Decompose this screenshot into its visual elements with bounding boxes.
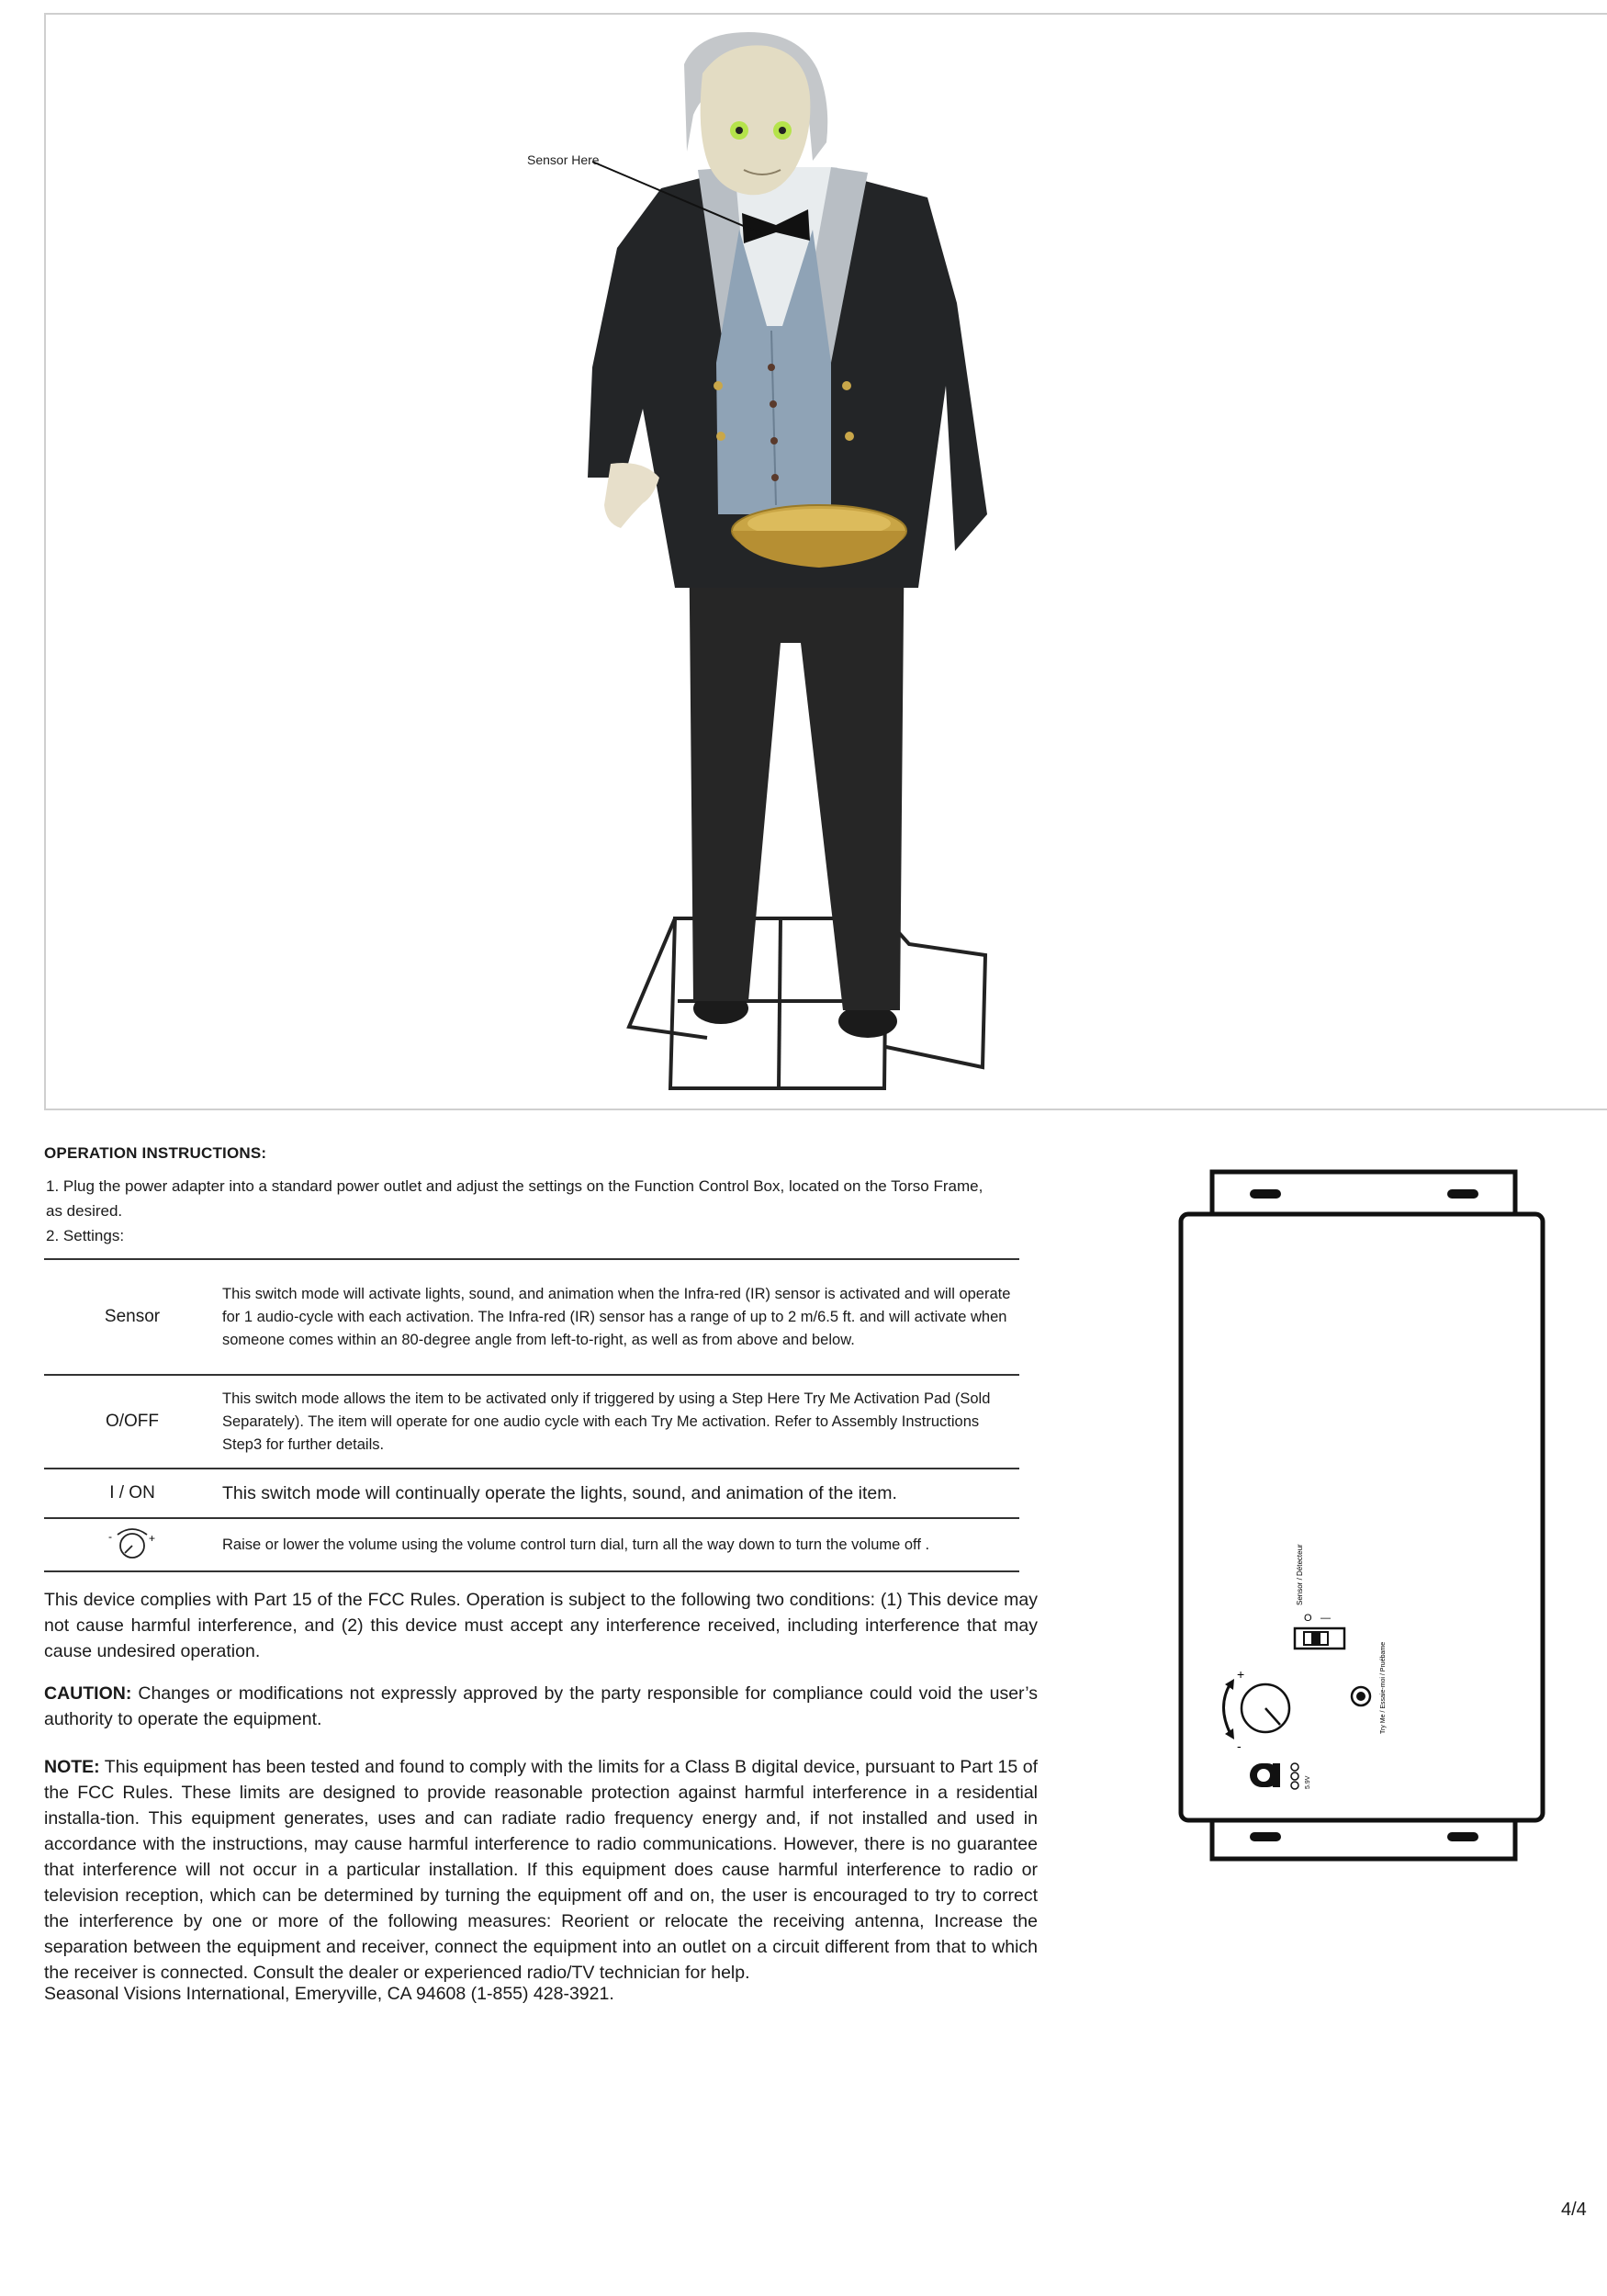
volume-dial-icon xyxy=(105,1522,160,1562)
butler-animatronic-figure xyxy=(0,0,1607,1116)
bottom-right-slot xyxy=(1447,1832,1478,1841)
step-1: 1. Plug the power adapter into a standard power outlet and adjust the settings on the Function Control Box, located on the Torso Frame, as desired. xyxy=(46,1177,983,1220)
step-2: 2. Settings: xyxy=(46,1227,125,1244)
function-control-box-diagram xyxy=(1166,1165,1552,1881)
sensor-here-label: Sensor Here xyxy=(527,152,600,167)
power-label: 5.9V xyxy=(1305,1775,1311,1789)
note-text: This equipment has been tested and found to comply with the limits for a Class B digital device, pursuant to Part 15 of the FCC Rules. These limits are designed to provide reasonable protection against harmful interference in a residential installa-tion. This equipment generates, uses and can radiate radio frequency energy and, if not installed and used in accordance with the instructions, may cause harmful interference to radio communications. However, there is no guarantee that interference will not occur in a particular installation. If this equipment does cause harmful interference to radio or television reception, which can be determined by turning the equipment off and on, the user is encouraged to try to correct the interference by one or more of the following measures: Reorient or relocate the receiving antenna, Increase the separation between the equipment and receiver, connect the equipment into an outlet on a circuit different from that to which the receiver is connected. Consult the dealer or experienced radio/TV technician for help. xyxy=(44,1757,1038,1983)
settings-row-volume xyxy=(44,1518,1019,1571)
control-box-body xyxy=(1181,1214,1543,1820)
volume-plus-label: + xyxy=(149,1532,156,1545)
bottom-left-slot xyxy=(1250,1832,1281,1841)
caution-text: Changes or modifications not expressly approved by the party responsible for compliance could void the user’s authority to operate the equipment. xyxy=(44,1683,1038,1729)
settings-table xyxy=(44,1258,1019,1572)
volume-minus-label: - xyxy=(108,1530,112,1543)
switch-on-mark: — xyxy=(1320,1613,1331,1624)
try-me-label: Try Me / Essaie-moi / Pruébame xyxy=(1380,1641,1387,1734)
operation-steps xyxy=(46,1174,1001,1248)
settings-row-off xyxy=(44,1375,1019,1469)
on-mode-description: This switch mode will continually operate the lights, sound, and animation of the item. xyxy=(220,1469,1019,1518)
fcc-statement xyxy=(44,1587,1038,1664)
mode-switch-slider[interactable] xyxy=(1311,1632,1320,1645)
fcc-text: This device complies with Part 15 of the FCC Rules. Operation is subject to the following two conditions: (1) This device may not cause harmful interference, and (2) this device must accept any interference received, including interference that may cause undesired operation. xyxy=(44,1590,1038,1661)
top-right-slot xyxy=(1447,1189,1478,1199)
switch-label: Sensor / Détecteur xyxy=(1296,1544,1304,1605)
settings-row-on xyxy=(44,1469,1019,1518)
volume-description: Raise or lower the volume using the volume control turn dial, turn all the way down to turn the volume off . xyxy=(220,1518,1019,1571)
left-hand xyxy=(604,463,659,528)
note-label: NOTE: xyxy=(44,1757,100,1777)
operation-instructions-title: OPERATION INSTRUCTIONS: xyxy=(44,1144,267,1162)
off-mode-label: O/OFF xyxy=(44,1375,220,1469)
stand-base xyxy=(629,918,985,1088)
caution-statement xyxy=(44,1681,1038,1732)
on-mode-label: I / ON xyxy=(44,1469,220,1518)
page-number: 4/4 xyxy=(1561,2200,1587,2220)
off-mode-description: This switch mode allows the item to be activated only if triggered by using a Step Here Try Me Activation Pad (Sold Separately). The item will operate for one audio cycle with each Try Me activation. Refer to Assembly Instructions Step3 for further details. xyxy=(220,1375,1019,1469)
sensor-mode-label: Sensor xyxy=(44,1259,220,1375)
note-statement xyxy=(44,1754,1038,1986)
vol-minus-mark: - xyxy=(1237,1739,1242,1753)
switch-off-mark: O xyxy=(1304,1613,1312,1624)
company-address: Seasonal Visions International, Emeryville, CA 94608 (1-855) 428-3921. xyxy=(44,1984,614,2004)
settings-row-sensor xyxy=(44,1259,1019,1375)
top-left-slot xyxy=(1250,1189,1281,1199)
sensor-mode-description: This switch mode will activate lights, sound, and animation when the Infra-red (IR) sensor is activated and will operate for 1 audio-cycle with each activation. The Infra-red (IR) sensor has a range of up to 2 m/6.5 ft. and will activate when someone comes within an 80-degree angle from left-to-right, as well as from above and below. xyxy=(220,1259,1019,1375)
vol-plus-mark: + xyxy=(1237,1667,1245,1682)
caution-label: CAUTION: xyxy=(44,1683,132,1704)
